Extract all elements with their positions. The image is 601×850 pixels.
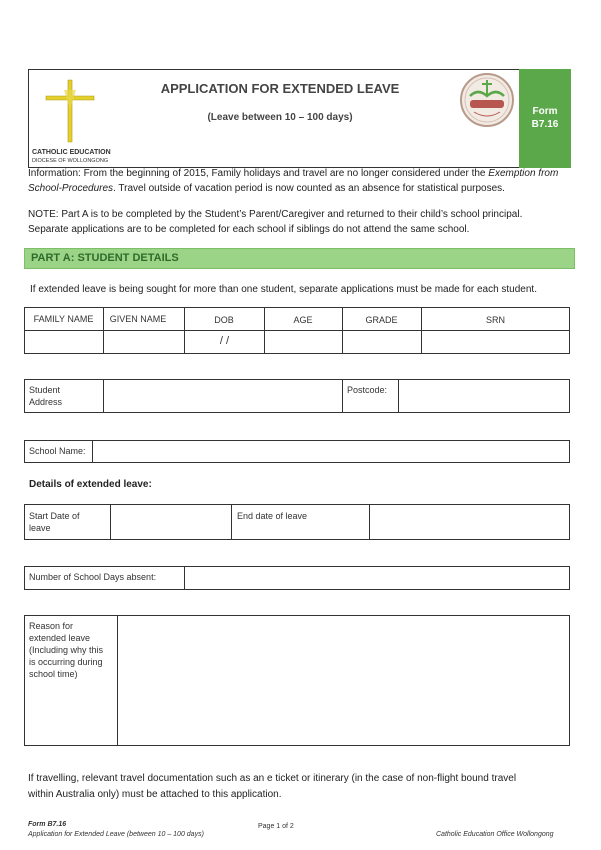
footer-office: Catholic Education Office Wollongong — [436, 831, 554, 838]
reason-field[interactable] — [118, 616, 569, 745]
family-name-field[interactable] — [25, 331, 103, 353]
start-date-field[interactable] — [111, 505, 231, 539]
reason-label — [29, 620, 103, 680]
dob-field[interactable] — [185, 331, 264, 353]
page-title: APPLICATION FOR EXTENDED LEAVE — [160, 81, 400, 96]
header-dob: DOB — [214, 315, 234, 325]
note-line2: Separate applications are to be completed for each school if siblings do not attend the same school. — [28, 224, 470, 235]
footer-form-title: Application for Extended Leave (between 10 – 100 days) — [28, 831, 204, 838]
given-name-field[interactable] — [104, 331, 184, 353]
student-address-label — [29, 384, 62, 408]
end-date-label: End date of leave — [237, 511, 308, 521]
info-text-start: Information: From the beginning of 2015, Family holidays and travel are no longer considered under the — [28, 168, 489, 179]
information-paragraph — [28, 166, 573, 196]
start-date-label-line2: leave — [29, 523, 51, 533]
start-date-label-line1: Start Date of — [29, 511, 80, 521]
org-line2: DIOCESE OF WOLLONGONG — [32, 158, 109, 164]
part-a-instruction: If extended leave is being sought for more than one student, separate applications must be made for each student. — [30, 284, 537, 295]
postcode-field[interactable] — [399, 380, 569, 412]
cross-logo-icon — [40, 76, 100, 148]
age-field[interactable] — [265, 331, 342, 353]
note-line1: NOTE: Part A is to be completed by the Student’s Parent/Caregiver and returned to their child’s school principal. — [28, 209, 523, 220]
org-line1: CATHOLIC EDUCATION — [32, 149, 111, 156]
header-grade: GRADE — [365, 315, 398, 325]
srn-field[interactable] — [422, 331, 569, 353]
school-crest-icon — [456, 70, 518, 134]
form-label-line2: B7.16 — [531, 119, 559, 130]
header-age: AGE — [293, 315, 313, 325]
travel-note-line1: If travelling, relevant travel documentation such as an e ticket or itinerary (in the case of non-flight bound travel — [28, 773, 517, 784]
dob-placeholder: / / — [219, 335, 230, 347]
travel-note — [28, 771, 588, 803]
end-date-field[interactable] — [370, 505, 569, 539]
days-absent-label: Number of School Days absent: — [29, 572, 157, 582]
info-text-italic: Exemption from School-Procedures — [28, 168, 559, 194]
reason-label-line3: (Including why this — [29, 645, 104, 655]
part-a-heading: PART A: STUDENT DETAILS — [31, 252, 179, 264]
travel-note-line2: within Australia only) must be attached to this application. — [28, 789, 282, 800]
grade-field[interactable] — [343, 331, 421, 353]
footer-page-number: Page 1 of 2 — [258, 823, 294, 830]
address-label-line1: Student — [29, 385, 61, 395]
leave-details-heading: Details of extended leave: — [29, 479, 152, 490]
reason-label-line2: extended leave — [29, 633, 91, 643]
reason-label-line4: is occurring during — [29, 657, 103, 667]
reason-label-line5: school time) — [29, 669, 78, 679]
info-text-end: . Travel outside of vacation period is now counted as an absence for statistical purposes. — [113, 183, 505, 194]
note-paragraph — [28, 207, 588, 237]
reason-label-line1: Reason for — [29, 621, 74, 631]
postcode-label: Postcode: — [347, 385, 388, 395]
address-label-line2: Address — [29, 397, 63, 407]
days-absent-field[interactable] — [185, 567, 569, 589]
header-family-name: FAMILY NAME — [33, 314, 94, 324]
start-date-label — [29, 510, 80, 534]
school-name-field[interactable] — [93, 441, 569, 462]
header-given-name: GIVEN NAME — [109, 314, 167, 324]
form-code-badge — [519, 69, 571, 168]
school-name-label: School Name: — [29, 446, 86, 456]
part-a-heading-bar — [24, 248, 575, 269]
header-srn: SRN — [485, 315, 505, 325]
form-label-line1: Form — [532, 106, 558, 117]
footer-form-code: Form B7.16 — [28, 821, 67, 828]
page-subtitle: (Leave between 10 – 100 days) — [207, 112, 353, 123]
org-name — [32, 149, 142, 165]
student-address-field[interactable] — [104, 380, 342, 412]
